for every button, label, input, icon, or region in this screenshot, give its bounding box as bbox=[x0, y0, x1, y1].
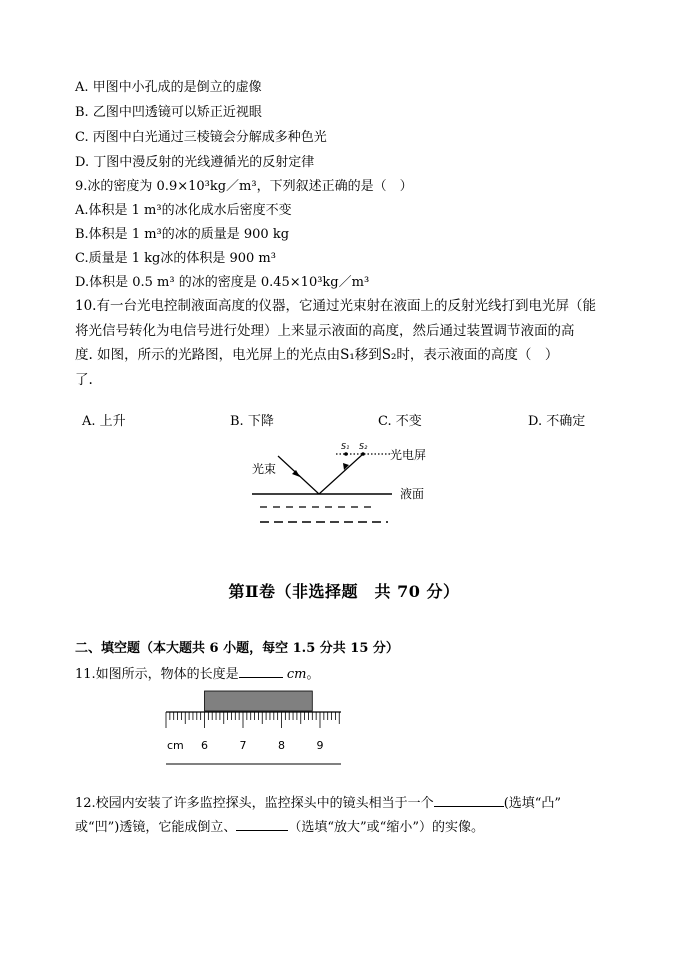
q9-option-b: B.体积是 1 m³的冰的质量是 900 kg bbox=[75, 227, 290, 242]
ruler-unit-label: cm bbox=[167, 739, 184, 752]
s1-label: S₁ bbox=[341, 442, 350, 451]
q8-option-a: A. 甲图中小孔成的是倒立的虚像 bbox=[75, 80, 262, 95]
ruler-tick-label: 9 bbox=[316, 739, 324, 752]
ruler-ticks bbox=[166, 712, 339, 728]
part2-header: 二、填空题（本大题共 6 小题，每空 1.5 分共 15 分） bbox=[75, 641, 399, 656]
q8-option-b: B. 乙图中凹透镜可以矫正近视眼 bbox=[75, 105, 262, 120]
reflected-ray bbox=[319, 454, 363, 494]
surface-label: 液面 bbox=[400, 487, 425, 501]
q10-light-path-figure bbox=[240, 440, 440, 530]
q11-line bbox=[75, 665, 319, 683]
q12-text-1b: (选填“凸” bbox=[503, 796, 562, 811]
q10-option-b: B. 下降 bbox=[230, 414, 274, 429]
q12-line-1 bbox=[75, 794, 561, 812]
q11-text: 11.如图所示，物体的长度是 bbox=[75, 667, 239, 682]
q10-option-d: D. 不确定 bbox=[528, 414, 586, 429]
q10-line-2: 将光信号转化为电信号进行处理）上来显示液面的高度，然后通过装置调节液面的高 bbox=[75, 323, 575, 339]
q12-text-2a: 或“凹”)透镜，它能成倒立、 bbox=[75, 820, 237, 835]
q10-line-3: 度. 如图，所示的光路图，电光屏上的光点由S₁移到S₂时，表示液面的高度（ ） bbox=[75, 347, 559, 363]
point-s1 bbox=[344, 452, 348, 456]
q9-stem: 9.冰的密度为 0.9×10³kg／m³，下列叙述正确的是（ ） bbox=[75, 179, 413, 194]
q9-option-d: D.体积是 0.5 m³ 的冰的密度是 0.45×10³kg／m³ bbox=[75, 275, 370, 290]
ruler-tick-label: 8 bbox=[278, 739, 285, 752]
q10-line-1: 10.有一台光电控制液面高度的仪器，它通过光束射在液面上的反射光线打到电光屏（能 bbox=[75, 298, 596, 314]
q12-answer-blank-2[interactable] bbox=[236, 818, 288, 831]
q10-line-4: 了. bbox=[75, 372, 93, 388]
beam-label: 光束 bbox=[252, 462, 277, 476]
q8-option-d: D. 丁图中漫反射的光线遵循光的反射定律 bbox=[75, 155, 315, 170]
q12-text-2b: （选填“放大”或“缩小”）的实像。 bbox=[288, 820, 484, 835]
q8-option-c: C. 丙图中白光通过三棱镜会分解成多种色光 bbox=[75, 130, 327, 145]
q12-answer-blank-1[interactable] bbox=[434, 794, 504, 807]
q11-unit: cm bbox=[286, 667, 307, 682]
ruler-tick-label: 7 bbox=[239, 739, 247, 752]
screen-label: 光电屏 bbox=[390, 448, 427, 462]
incident-arrow bbox=[292, 470, 300, 477]
point-s2 bbox=[361, 452, 365, 456]
q9-option-c: C.质量是 1 kg冰的体积是 900 m³ bbox=[75, 251, 276, 266]
q11-ruler-figure bbox=[158, 688, 348, 768]
q9-option-a: A.体积是 1 m³的冰化成水后密度不变 bbox=[75, 203, 292, 218]
section2-title: 第Ⅱ卷（非选择题 共 70 分） bbox=[228, 582, 460, 601]
measured-object bbox=[205, 691, 313, 711]
q10-option-c: C. 不变 bbox=[378, 414, 422, 429]
q11-end: 。 bbox=[306, 667, 320, 682]
q12-line-2 bbox=[75, 818, 484, 836]
q11-answer-blank[interactable] bbox=[239, 665, 283, 678]
q12-text-1a: 12.校园内安装了许多监控探头，监控探头中的镜头相当于一个 bbox=[75, 796, 434, 811]
q10-option-a: A. 上升 bbox=[82, 414, 126, 429]
ruler-tick-label: 6 bbox=[201, 739, 208, 752]
s2-label: S₂ bbox=[359, 442, 368, 451]
